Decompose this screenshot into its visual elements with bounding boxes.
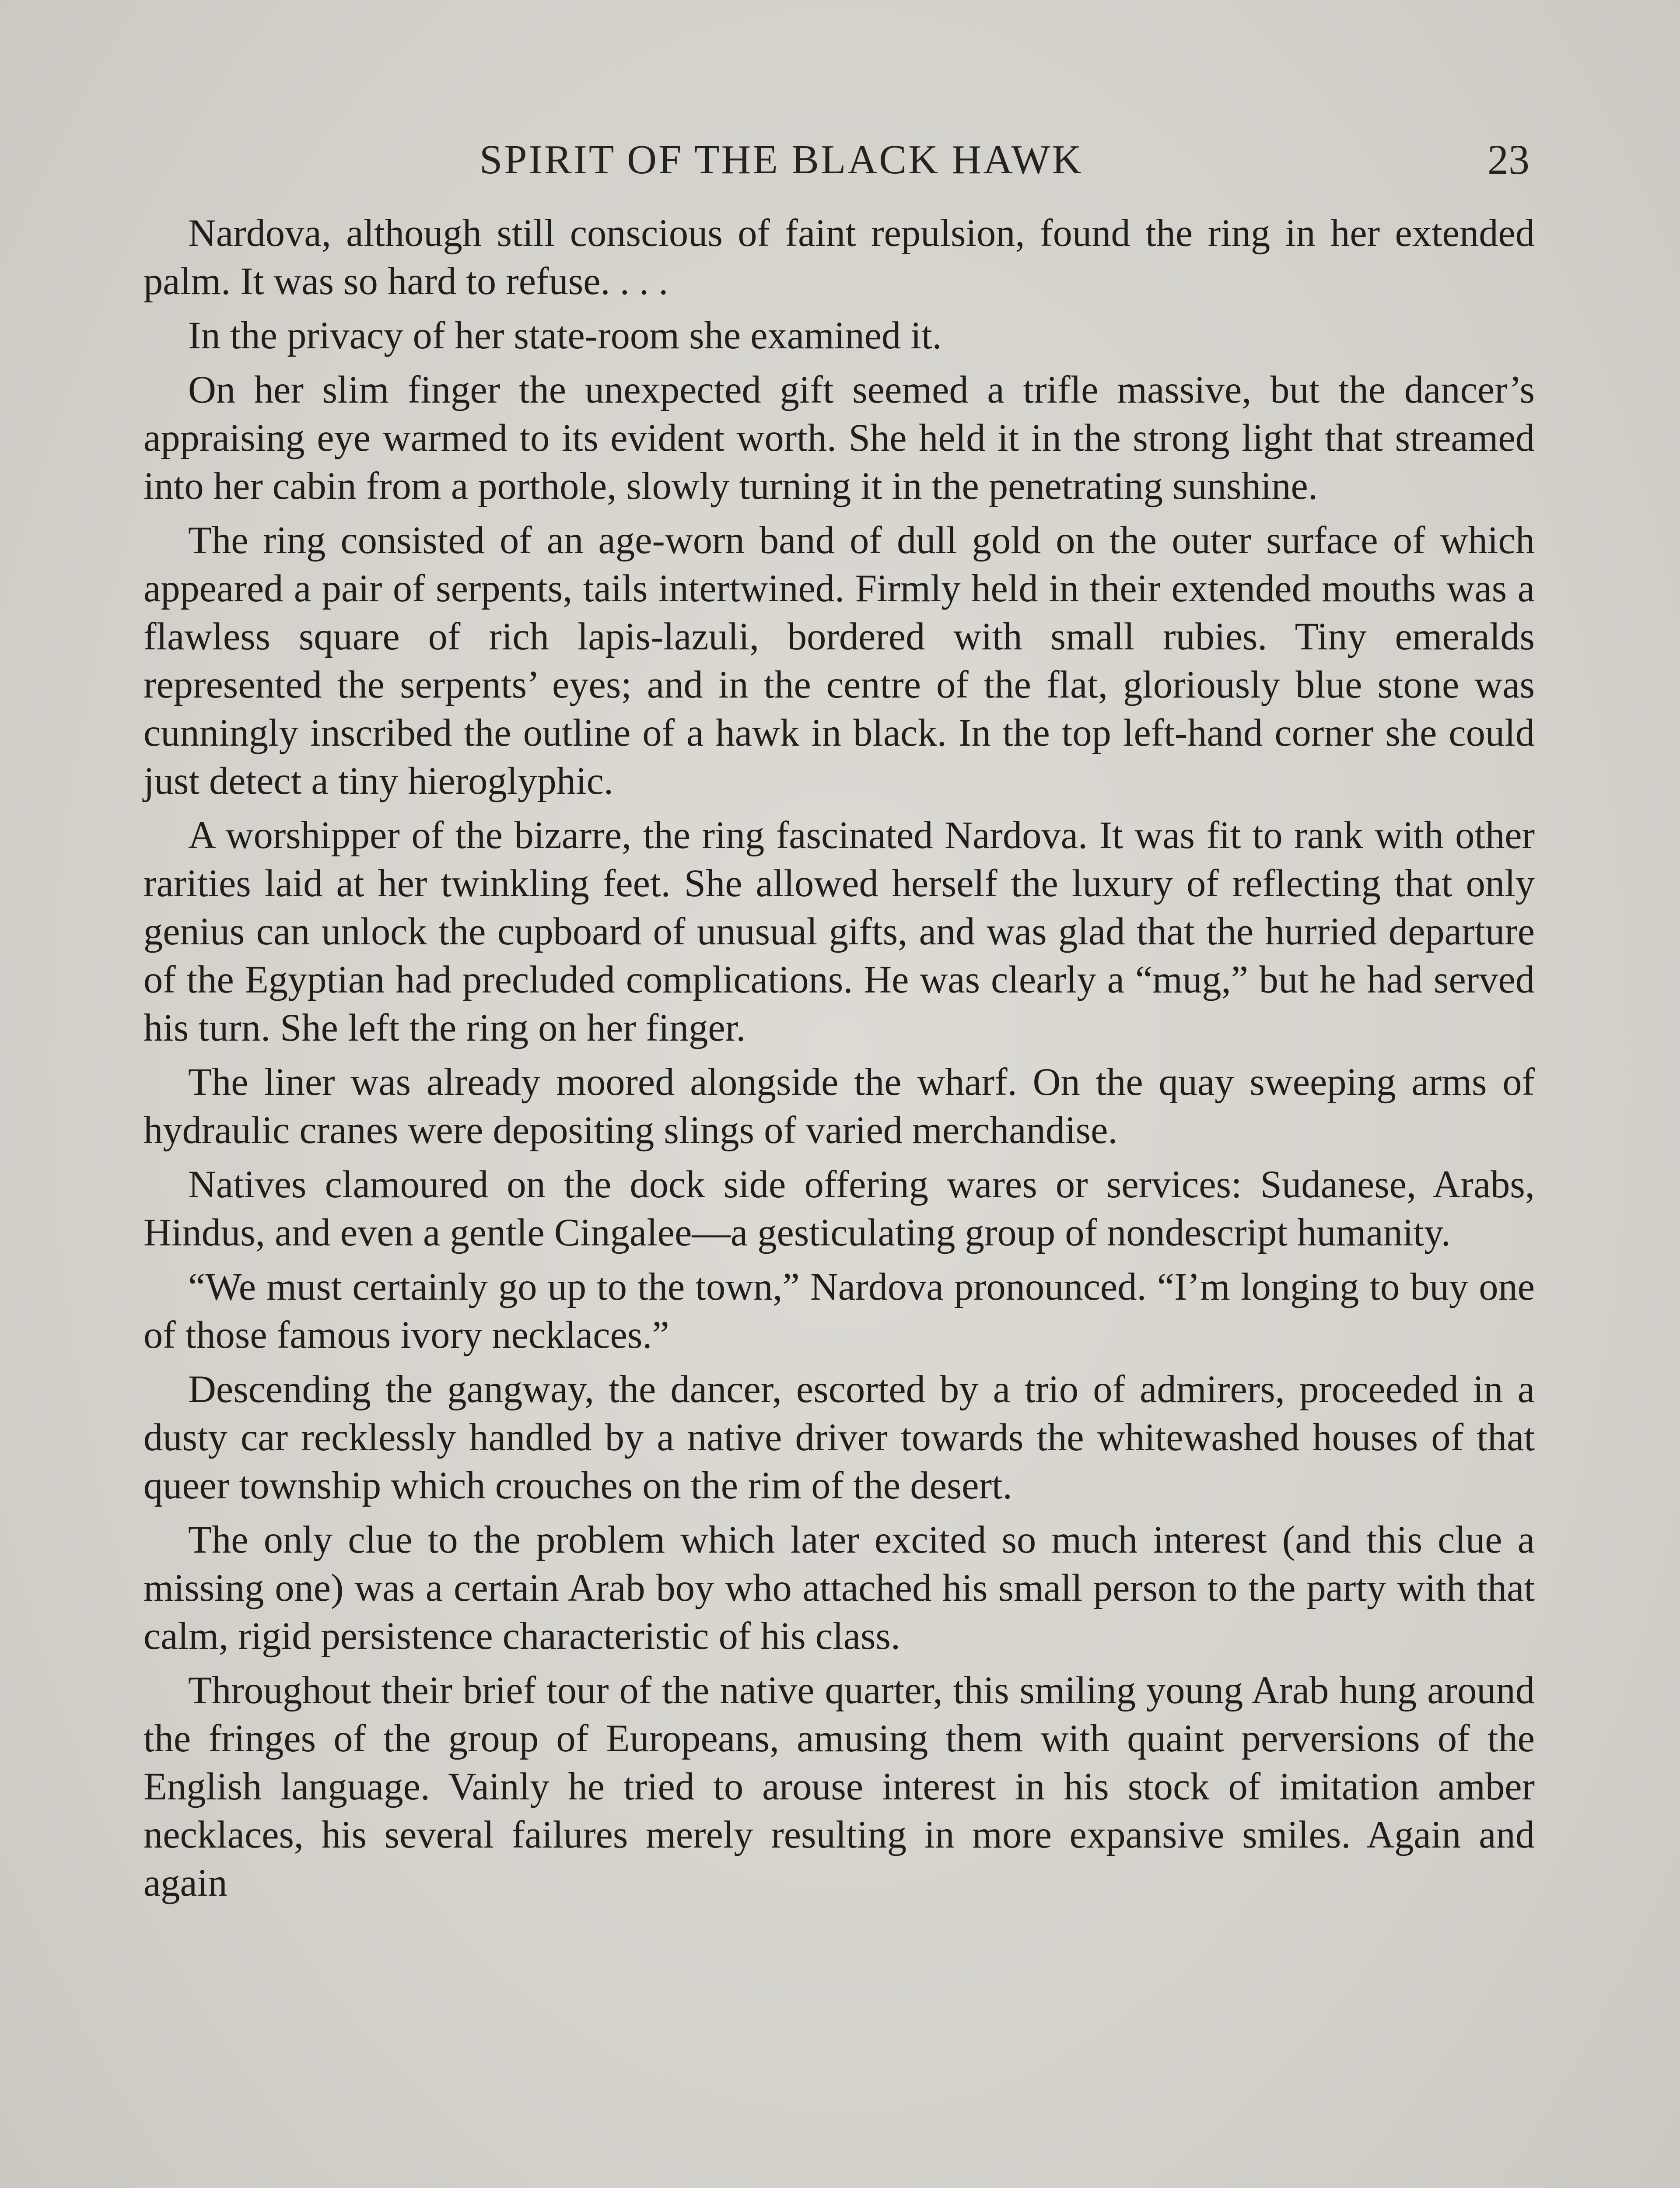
paragraph: In the privacy of her state-room she examined it.: [188, 314, 942, 357]
body-text: [144, 209, 1535, 1913]
running-head: [0, 131, 1680, 188]
paragraph: “We must certainly go up to the town,” Nardova pronounced. “I’m longing to buy one of those famous ivory necklaces.”: [144, 1266, 1535, 1357]
running-title: SPIRIT OF THE BLACK HAWK: [480, 137, 1084, 182]
page-number: 23: [1488, 136, 1530, 183]
paragraph: Natives clamoured on the dock side offering wares or services: Sudanese, Arabs, Hindus, and even a gentle Cingalee—a gesticulating group of nondescript humanity.: [144, 1163, 1535, 1254]
paragraph: The only clue to the problem which later excited so much interest (and this clue a missing one) was a certain Arab boy who attached his small person to the party with that calm, rigid persistence characteristic of his class.: [144, 1518, 1535, 1658]
paragraph: The ring consisted of an age-worn band of dull gold on the outer surface of which appeared a pair of serpents, tails intertwined. Firmly held in their extended mouths was a flawless square of rich lapis-lazuli, bordered with small rubies. Tiny emeralds represented the serpents’ eyes; and in the centre of the flat, gloriously blue stone was cunningly inscribed the outline of a hawk in black. In the top left-hand corner she could just detect a tiny hieroglyphic.: [144, 519, 1535, 803]
paragraph: A worshipper of the bizarre, the ring fascinated Nardova. It was fit to rank with other rarities laid at her twinkling feet. She allowed herself the luxury of reflecting that only genius can unlock the cupboard of unusual gifts, and was glad that the hurried departure of the Egyptian had precluded complications. He was clearly a “mug,” but he had served his turn. She left the ring on her finger.: [144, 814, 1535, 1049]
paragraph: Nardova, although still conscious of faint repulsion, found the ring in her extended palm. It was so hard to refuse. . . .: [144, 212, 1535, 303]
paragraph: On her slim finger the unexpected gift seemed a trifle massive, but the dancer’s appraising eye warmed to its evident worth. She held it in the strong light that streamed into her cabin from a porthole, slowly turning it in the penetrating sunshine.: [144, 368, 1535, 508]
paragraph: Throughout their brief tour of the native quarter, this smiling young Arab hung around the fringes of the group of Europeans, amusing them with quaint perversions of the English language. Vainly he tried to arouse interest in his stock of imitation amber necklaces, his several failures merely resulting in more expansive smiles. Again and again: [144, 1669, 1535, 1904]
paragraph: The liner was already moored alongside the wharf. On the quay sweeping arms of hydraulic cranes were depositing slings of varied merchandise.: [144, 1061, 1535, 1152]
paragraph: Descending the gangway, the dancer, escorted by a trio of admirers, proceeded in a dusty car recklessly handled by a native driver towards the whitewashed houses of that queer township which crouches on the rim of the desert.: [144, 1368, 1535, 1507]
